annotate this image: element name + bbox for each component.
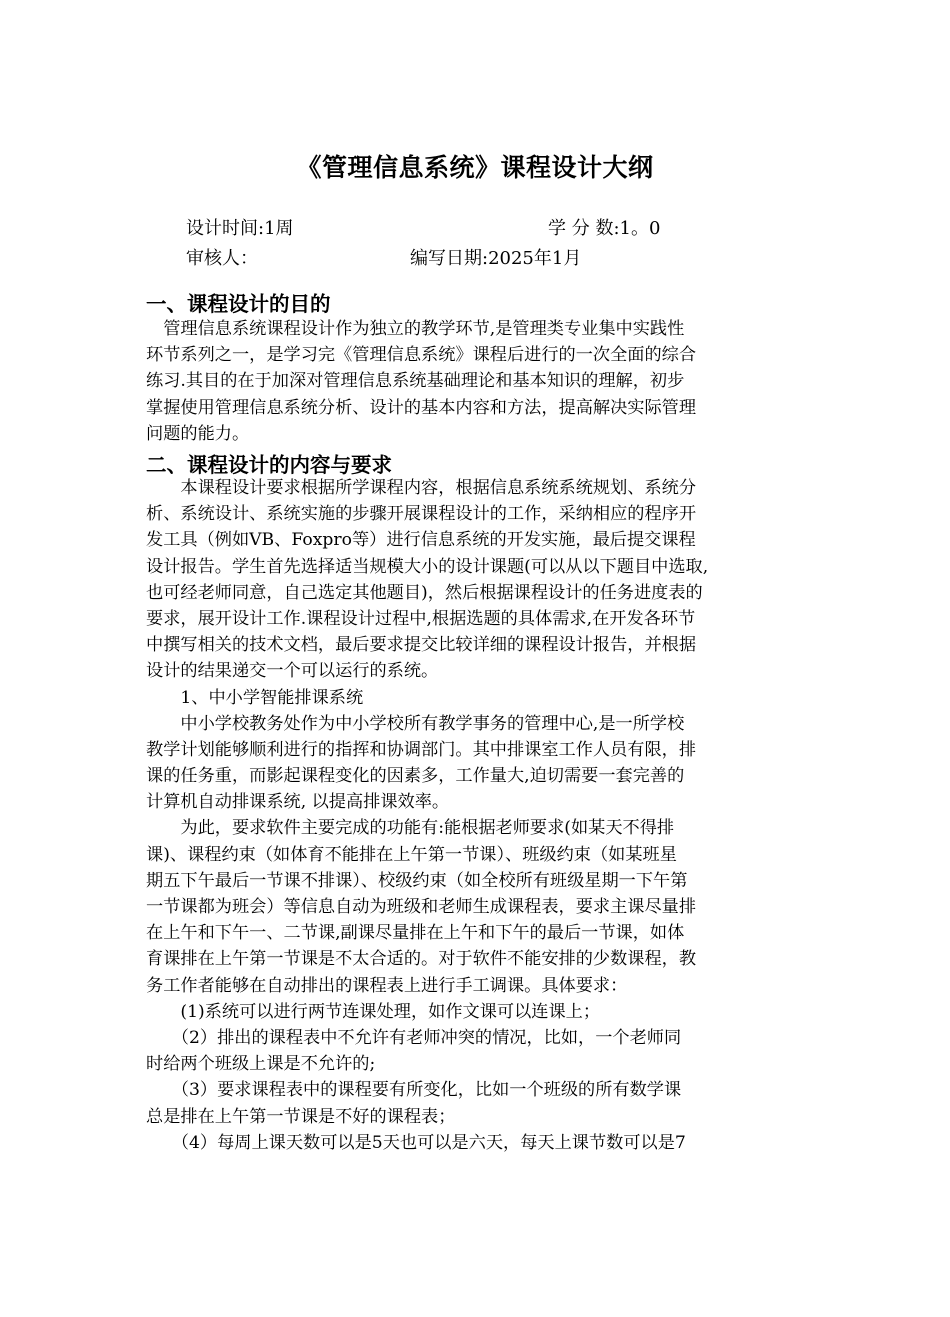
text-line: 要求，展开设计工作.课程设计过程中,根据选题的具体需求,在开发各环节: [146, 608, 696, 629]
compile-date: 编写日期:2025年1月: [410, 248, 582, 269]
text-line: 析、系统设计、系统实施的步骤开展课程设计的工作，采纳相应的程序开: [146, 504, 697, 525]
text-line: 环节系列之一，是学习完《管理信息系统》课程后进行的一次全面的综合: [146, 345, 697, 366]
text-line: 问题的能力。: [146, 423, 250, 444]
text-line: 总是排在上午第一节课是不好的课程表；: [146, 1106, 456, 1127]
text-line: 本课程设计要求根据所学课程内容，根据信息系统系统规划、系统分: [146, 478, 697, 498]
text-line: 育课排在上午第一节课是不太合适的。对于软件不能安排的少数课程，教: [146, 949, 697, 970]
section-body-purpose: [146, 316, 806, 447]
text-line: 为此，要求软件主要完成的功能有:能根据老师要求(如某天不得排: [146, 818, 675, 839]
credits: 学 分 数:1。0: [548, 218, 661, 239]
text-line: 计算机自动排课系统, 以提高排课效率。: [146, 792, 450, 813]
text-line: 期五下午最后一节课不排课）、校级约束（如全校所有班级星期一下午第: [146, 870, 688, 891]
section-heading-purpose: 一、课程设计的目的: [146, 292, 331, 316]
text-line: 管理信息系统课程设计作为独立的教学环节,是管理类专业集中实践性: [146, 319, 685, 339]
document-title: 《管理信息系统》课程设计大纲: [296, 153, 654, 182]
text-line: 一节课都为班会）等信息自动为班级和老师生成课程表，要求主课尽量排: [146, 897, 697, 917]
requirement-item: （2）排出的课程表中不允许有老师冲突的情况，比如，一个老师同: [146, 1027, 682, 1048]
section-body-content: [146, 475, 806, 1156]
text-line: 课)、课程约束（如体育不能排在上午第一节课）、班级约束（如某班星: [146, 844, 677, 865]
text-line: 时给两个班级上课是不允许的;: [146, 1054, 376, 1075]
text-line: 中撰写相关的技术文档，最后要求提交比较详细的课程设计报告，并根据: [146, 635, 697, 656]
requirement-item: （3）要求课程表中的课程要有所变化，比如一个班级的所有数学课: [146, 1080, 682, 1101]
text-line: 设计的结果递交一个可以运行的系统。: [146, 661, 439, 682]
text-line: 设计报告。学生首先选择适当规模大小的设计课题(可以从以下题目中选取,: [146, 556, 709, 577]
requirement-item: （4）每周上课天数可以是5天也可以是六天，每天上课节数可以是7: [146, 1132, 686, 1153]
text-line: 中小学校教务处作为中小学校所有教学事务的管理中心,是一所学校: [146, 713, 685, 734]
reviewer: 审核人：: [186, 248, 258, 269]
section-heading-content: 二、课程设计的内容与要求: [146, 453, 392, 477]
requirement-item: (1)系统可以进行两节连课处理，如作文课可以连课上；: [146, 1001, 601, 1022]
text-line: 教学计划能够顺利进行的指挥和协调部门。其中排课室工作人员有限，排: [146, 739, 697, 760]
subsection-title: 1、中小学智能排课系统: [146, 687, 364, 708]
design-time: 设计时间:1周: [186, 218, 294, 239]
text-line: 练习.其目的在于加深对管理信息系统基础理论和基本知识的理解，初步: [146, 371, 685, 392]
text-line: 也可经老师同意，自己选定其他题目)，然后根据课程设计的任务进度表的: [146, 582, 703, 603]
text-line: 在上午和下午一、二节课,副课尽量排在上午和下午的最后一节课，如体: [146, 923, 685, 944]
text-line: 发工具（例如VB、Foxpro等）进行信息系统的开发实施，最后提交课程: [146, 530, 696, 551]
text-line: 课的任务重，而影起课程变化的因素多，工作量大,迫切需要一套完善的: [146, 766, 685, 787]
text-line: 务工作者能够在自动排出的课程表上进行手工调课。具体要求：: [146, 975, 628, 996]
text-line: 掌握使用管理信息系统分析、设计的基本内容和方法，提高解决实际管理: [146, 397, 697, 418]
